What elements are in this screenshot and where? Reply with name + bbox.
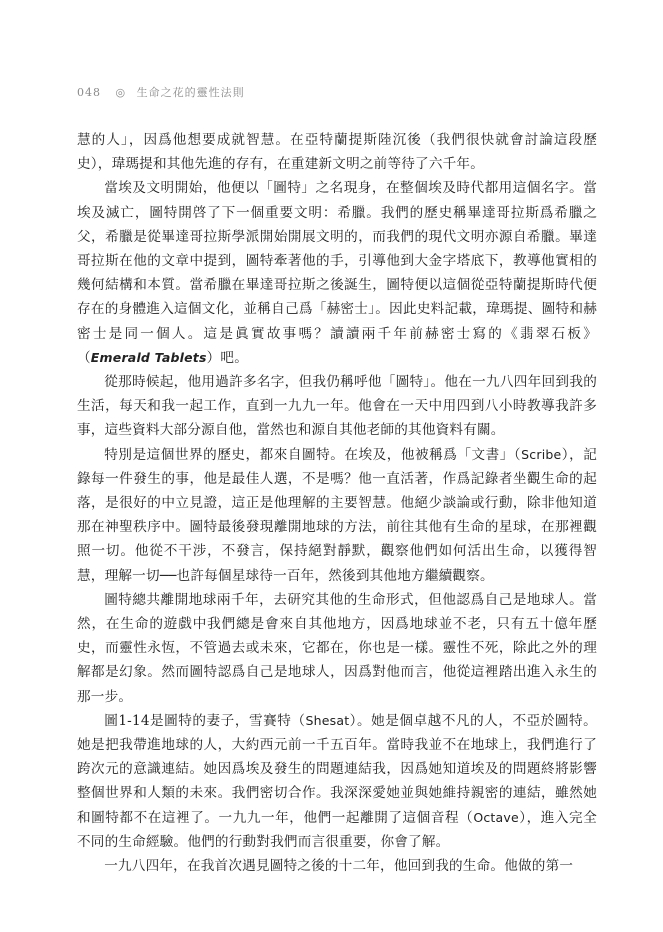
paragraph — [77, 370, 597, 443]
bullet-icon: ◎ — [115, 86, 127, 99]
text-run: 當埃及文明開始，他便以「圖特」之名現身，在整個埃及時代都用這個名字。當埃及滅亡，圖特開啓了下一個重要文明：希臘。我們的歷史稱畢達哥拉斯爲希臘之父，希臘是從畢達哥拉斯學派開始開展文明的，而我們的現代文明亦源自希臘。畢達哥拉斯在他的文章中提到，圖特牽著他的手，引導他到大金字塔底下，教導他實相的幾何結構和本質。當希臘在畢達哥拉斯之後誕生，圖特便以這個從亞特蘭提斯時代便存在的身體進入這個文化，並稱自己爲「赫密士」。因此史料記載，瑋瑪提、圖特和赫密士是同一個人。這是眞實故事嗎？讀讀兩千年前赫密士寫的《翡翠石板》（ — [77, 180, 597, 366]
foreign-term: Octave — [473, 809, 519, 825]
text-run: 慧的人」，因爲他想要成就智慧。在亞特蘭提斯陸沉後（我們很快就會討論這段歷史），瑋瑪提和其他先進的存有，在重建新文明之前等待了六千年。 — [77, 132, 597, 173]
page-number: 048 — [77, 86, 101, 99]
text-run: ），記錄每一件發生的事，他是最佳人選，不是嗎？他一直活著，作爲記錄者坐觀生命的起落，是很好的中立見證，這正是他理解的主要智慧。他絕少談論或行動，除非他知道那在神聖秩序中。圖特最後發現離開地球的方法，前往其他有生命的星球，在那裡觀照一切。他從不干涉，不發言，保持絕對靜默，觀察他們如何活出生命，以獲得智慧，理解一切──也許每個星球待一百年，然後到其他地方繼續觀察。 — [77, 446, 597, 584]
text-run: 一九八四年，在我首次遇見圖特之後的十二年，他回到我的生命。他做的第一 — [104, 858, 574, 875]
paragraph — [77, 588, 597, 709]
paragraph — [77, 176, 597, 370]
text-run: ）吧。 — [206, 349, 249, 366]
paragraph — [77, 854, 597, 878]
foreign-term: Scribe — [521, 446, 562, 462]
paragraph — [77, 709, 597, 854]
text-run: 特別是這個世界的歷史，都來自圖特。在埃及，他被稱爲「文書」（ — [104, 446, 522, 463]
book-title: 生命之花的靈性法則 — [136, 86, 245, 99]
paragraph — [77, 443, 597, 588]
foreign-term: Shesat — [305, 712, 350, 728]
body-text — [77, 128, 597, 878]
text-run: ）。她是個卓越不凡的人，不亞於圖特。她是把我帶進地球的人，大約西元前一千五百年。當時我並不在地球上，我們進行了跨次元的意識連結。她因爲埃及發生的問題連結我，因爲她知道埃及的問題終將影響整個世界和人類的未來。我們密切合作。我深深愛她並與她維持親密的連結，雖然她和圖特都不在這裡了。一九九一年，他們一起離開了這個音程（ — [77, 712, 597, 826]
text-run: ），進入完全不同的生命經驗。他們的行動對我們而言很重要，你會了解。 — [77, 809, 597, 850]
foreign-term: Emerald Tablets — [90, 349, 207, 365]
text-run: 圖1-14是圖特的妻子，雪賽特（ — [104, 712, 306, 729]
running-header — [77, 84, 245, 100]
paragraph — [77, 128, 597, 176]
text-run: 從那時候起，他用過許多名字，但我仍稱呼他「圖特」。他在一九八四年回到我的生活，每天和我一起工作，直到一九九一年。他會在一天中用四到八小時教導我許多事，這些資料大部分源自他，當然也和源自其他老師的其他資料有關。 — [77, 374, 597, 439]
text-run: 圖特總共離開地球兩千年，去研究其他的生命形式，但他認爲自己是地球人。當然，在生命的遊戲中我們總是會來自其他地方，因爲地球並不老，只有五十億年歷史，而靈性永恆，不管過去或未來，它都在，你也是一樣。靈性不死，除此之外的理解都是幻象。然而圖特認爲自己是地球人，因爲對他而言，他從這裡踏出進入永生的那一步。 — [77, 591, 597, 705]
